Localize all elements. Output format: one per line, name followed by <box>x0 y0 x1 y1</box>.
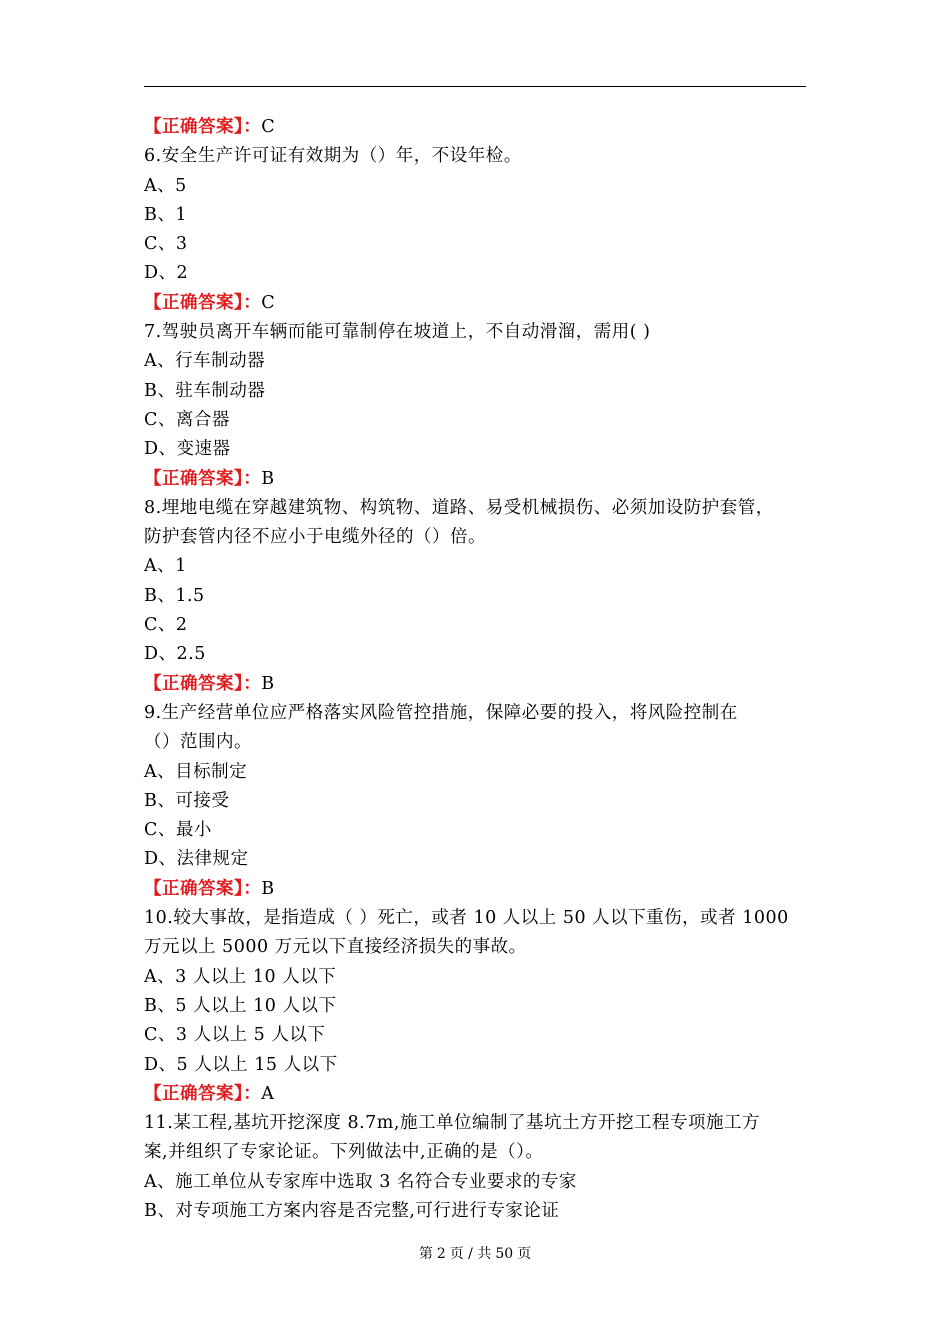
option-b: B、1 <box>144 204 187 225</box>
page-footer <box>0 1243 950 1263</box>
question-text-cont: 万元以上 5000 万元以下直接经济损失的事故。 <box>144 937 527 958</box>
option-b: B、驻车制动器 <box>144 380 266 401</box>
option-a: A、施工单位从专家库中选取 3 名符合专业要求的专家 <box>144 1171 577 1192</box>
option-b: B、1.5 <box>144 585 205 606</box>
option-a: A、3 人以上 10 人以下 <box>144 966 337 987</box>
footer-page-number: 2 <box>436 1246 446 1262</box>
answer-line <box>144 113 806 142</box>
answer-value: B <box>261 468 275 489</box>
option-c: C、最小 <box>144 820 212 841</box>
option-c: C、3 人以上 5 人以下 <box>144 1025 326 1046</box>
footer-prefix: 第 <box>418 1246 433 1262</box>
question-text: 10.较大事故，是指造成（ ）死亡，或者 10 人以上 50 人以下重伤，或者 1000 <box>144 908 789 929</box>
option-c: C、2 <box>144 615 188 636</box>
option-d: D、2 <box>144 263 189 284</box>
answer-value: C <box>261 292 276 313</box>
question-text: 7.驾驶员离开车辆而能可靠制停在坡道上，不自动滑溜，需用( ) <box>144 322 651 343</box>
option-d: D、变速器 <box>144 439 231 460</box>
option-a: A、5 <box>144 175 187 196</box>
option-c: C、离合器 <box>144 409 230 430</box>
question-text-cont: （）范围内。 <box>144 732 252 753</box>
answer-line <box>144 465 806 494</box>
footer-total-pages: 50 <box>495 1246 514 1262</box>
question-text: 9.生产经营单位应严格落实风险管控措施，保障必要的投入，将风险控制在 <box>144 702 738 723</box>
option-c: C、3 <box>144 234 188 255</box>
answer-value: A <box>261 1083 275 1104</box>
option-a: A、1 <box>144 556 187 577</box>
option-d: D、5 人以上 15 人以下 <box>144 1054 338 1075</box>
option-a: A、行车制动器 <box>144 351 266 372</box>
answer-line <box>144 1080 806 1109</box>
answer-label: 【正确答案】： <box>144 117 262 137</box>
footer-mid: 页 / 共 <box>449 1246 492 1262</box>
question-text: 6.安全生产许可证有效期为（）年，不设年检。 <box>144 146 522 167</box>
question-text-cont: 案,并组织了专家论证。下列做法中,正确的是（）。 <box>144 1142 544 1163</box>
answer-label: 【正确答案】： <box>144 878 262 899</box>
option-b: B、可接受 <box>144 790 230 811</box>
answer-value: B <box>261 878 275 899</box>
answer-label: 【正确答案】： <box>144 468 262 489</box>
answer-value: B <box>261 673 275 694</box>
answer-label: 【正确答案】： <box>144 673 262 694</box>
option-d: D、法律规定 <box>144 849 249 870</box>
question-text: 11.某工程,基坑开挖深度 8.7m,施工单位编制了基坑土方开挖工程专项施工方 <box>144 1113 760 1134</box>
answer-label: 【正确答案】： <box>144 1083 262 1104</box>
footer-suffix: 页 <box>517 1246 532 1262</box>
option-b: B、5 人以上 10 人以下 <box>144 995 337 1016</box>
answer-value: C <box>261 117 276 137</box>
answer-line <box>144 875 806 904</box>
answer-label: 【正确答案】： <box>144 292 262 313</box>
header-rule <box>144 86 806 87</box>
answer-line <box>144 289 806 318</box>
option-a: A、目标制定 <box>144 761 248 782</box>
question-text-cont: 防护套管内径不应小于电缆外径的（）倍。 <box>144 527 486 548</box>
option-b: B、对专项施工方案内容是否完整,可行进行专家论证 <box>144 1200 560 1221</box>
option-d: D、2.5 <box>144 644 206 665</box>
question-text: 8.埋地电缆在穿越建筑物、构筑物、道路、易受机械损伤、必须加设防护套管， <box>144 497 774 518</box>
question-list <box>144 113 806 1226</box>
answer-line <box>144 670 806 699</box>
